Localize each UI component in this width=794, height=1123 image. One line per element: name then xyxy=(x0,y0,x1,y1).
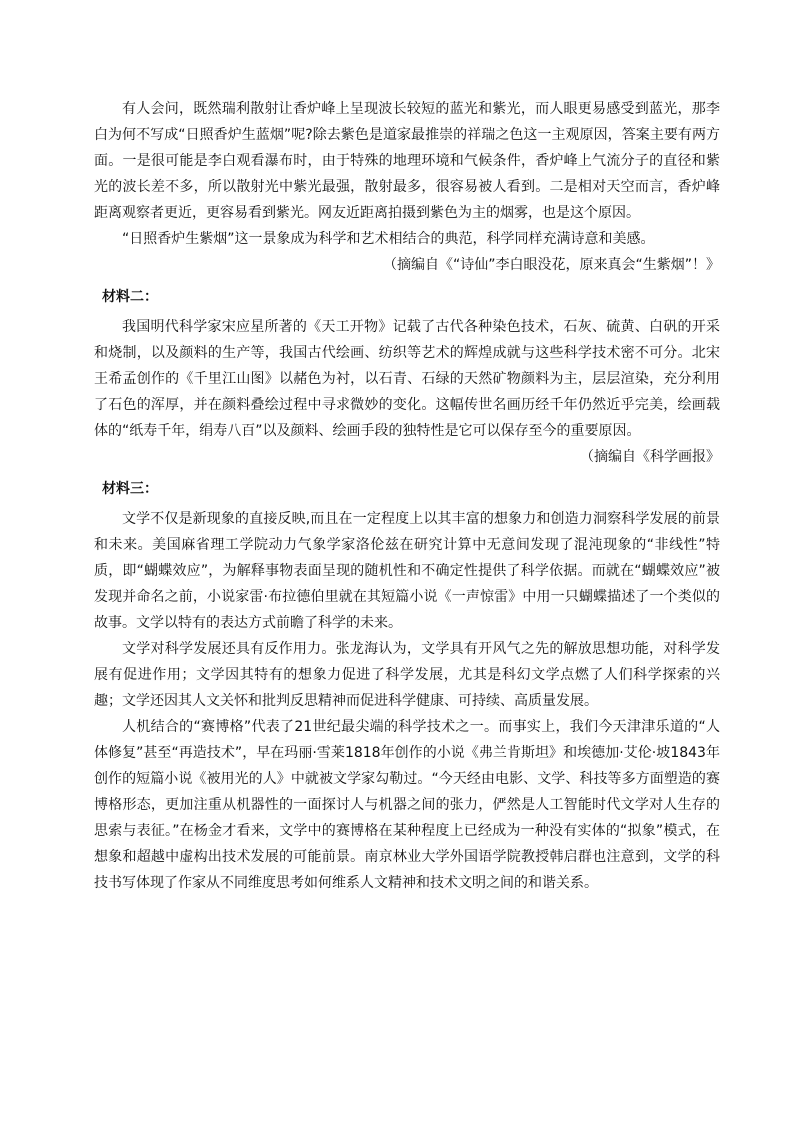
source-citation-2: （摘编自《科学画报》 xyxy=(580,449,720,465)
paragraph-cyborg: 人机结合的“赛博格”代表了21世纪最尖端的科学技术之一。而事实上，我们今天津津乐道的“人体修复”甚至“再造技术”，早在玛丽·雪莱1818年创作的小说《弗兰肯斯坦》和埃德加·艾伦·坡1843年创作的短篇小说《被用光的人》中就被文学家勾勒过。“今天经由电影、文学、科技等多方面塑造的赛博格形态，更加注重从机器性的一面探讨人与机器之间的张力，俨然是人工智能时代文学对人生存的思索与表征。”在杨金才看来，文学中的赛博格在某种程度上已经成为一种没有实体的“拟象”模式，在想象和超越中虚构出技术发展的可能前景。南京林业大学外国语学院教授韩启群也注意到，文学的科技书写体现了作家从不同维度思考如何维系人文精神和技术文明之间的和谐关系。 xyxy=(94,719,720,891)
paragraph-science-art-summary: “日照香炉生紫烟”这一景象成为科学和艺术相结合的典范，科学同样充满诗意和美感。 xyxy=(122,231,655,247)
paragraph-tiangong-kaiwu: 我国明代科学家宋应星所著的《天工开物》记载了古代各种染色技术，石灰、硫黄、白矾的开采和烧制，以及颜料的生产等，我国古代绘画、纺织等艺术的辉煌成就与这些科学技术密不可分。北宋王希孟创作的《千里江山图》以赭色为衬，以石青、石绿的天然矿物颜料为主，层层渲染，充分利用了石色的浑厚，并在颜料叠绘过程中寻求微妙的变化。这幅传世名画历经千年仍然近乎完美，绘画载体的“纸寿千年，绢寿八百”以及颜料、绘画手段的独特性是它可以保存至今的重要原因。 xyxy=(94,319,720,439)
source-citation-1: （摘编自《“诗仙”李白眼没花，原来真会“生紫烟”！》 xyxy=(382,257,720,273)
paragraph-butterfly-effect: 文学不仅是新现象的直接反映,而且在一定程度上以其丰富的想象力和创造力洞察科学发展的前景和未来。美国麻省理工学院动力气象学家洛伦兹在研究计算中无意间发现了混沌现象的“非线性”特质，即“蝴蝶效应”，为解释事物表面呈现的随机性和不确定性提供了科学依据。而就在“蝴蝶效应”被发现并命名之前，小说家雷·布拉德伯里就在其短篇小说《一声惊雷》中用一只蝴蝶描述了一个类似的故事。文学以特有的表达方式前瞻了科学的未来。 xyxy=(94,511,720,631)
paragraph-literature-reaction: 文学对科学发展还具有反作用力。张龙海认为，文学具有开风气之先的解放思想功能，对科学发展有促进作用；文学因其特有的想象力促进了科学发展，尤其是科幻文学点燃了人们科学探索的兴趣；文学还因其人文关怀和批判反思精神而促进科学健康、可持续、高质量发展。 xyxy=(94,641,720,709)
section-heading-material-2: 材料二： xyxy=(102,289,158,305)
document-body xyxy=(94,96,720,896)
section-heading-material-3: 材料三： xyxy=(102,481,158,497)
paragraph-rayleigh-scattering: 有人会问，既然瑞利散射让香炉峰上呈现波长较短的蓝光和紫光，而人眼更易感受到蓝光，那李白为何不写成“日照香炉生蓝烟”呢?除去紫色是道家最推崇的祥瑞之色这一主观原因，答案主要有两方面。一是很可能是李白观看瀑布时，由于特殊的地理环境和气候条件，香炉峰上气流分子的直径和紫光的波长差不多，所以散射光中紫光最强，散射最多，很容易被人看到。二是相对天空而言，香炉峰距离观察者更近，更容易看到紫光。网友近距离拍摄到紫色为主的烟雾，也是这个原因。 xyxy=(94,101,720,221)
